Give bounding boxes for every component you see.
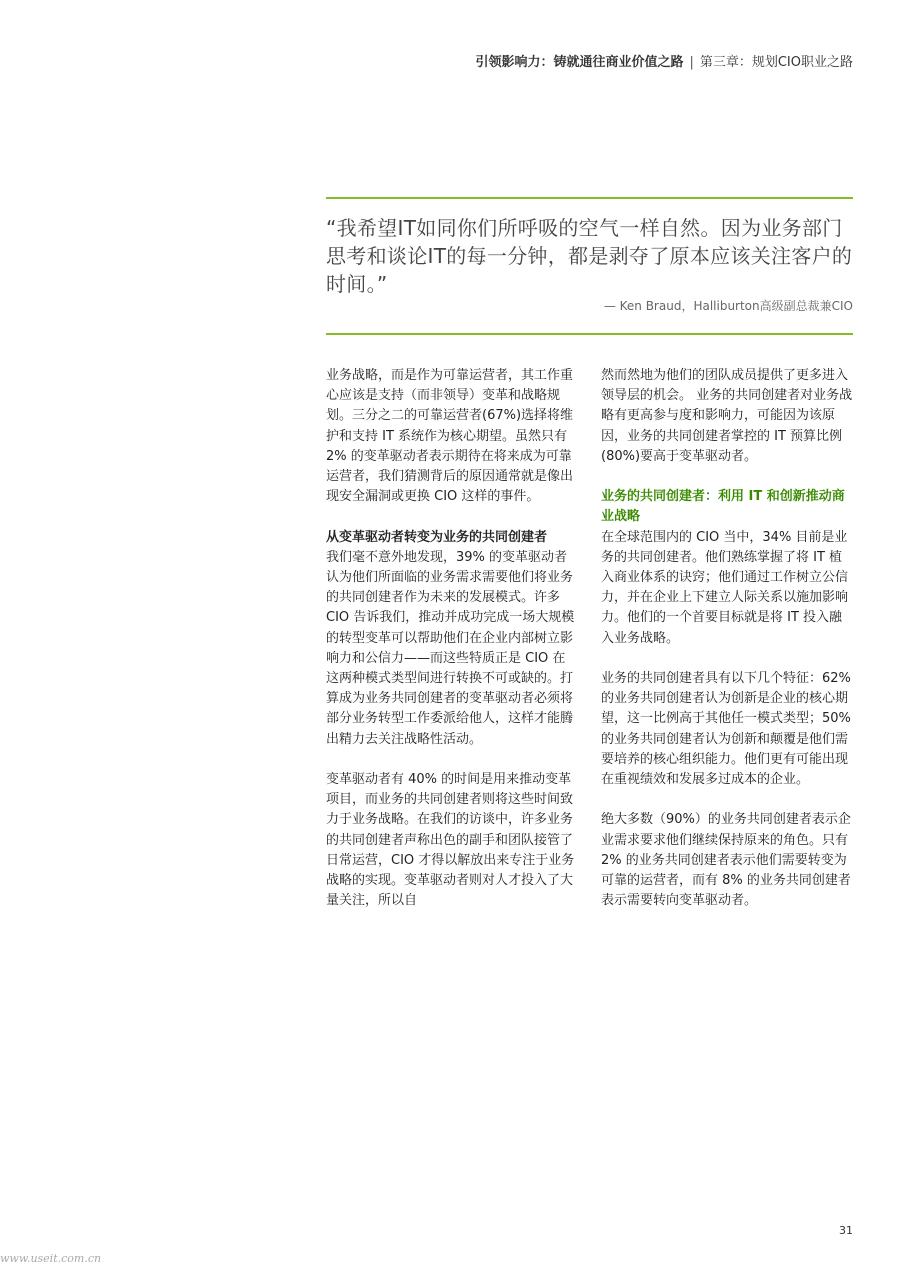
watermark: www.useit.com.cn — [0, 1252, 102, 1265]
paragraph: 绝大多数（90%）的业务共同创建者表示企业需求要求他们继续保持原来的角色。只有 2% 的业务共同创建者表示他们需要转变为可靠的运营者，而有 8% 的业务共同创建者表示需要转向变革驱动者。 — [601, 812, 851, 909]
paragraph: 业务战略，而是作为可靠运营者，其工作重心应该是支持（而非领导）变革和战略规划。三分之二的可靠运营者(67%)选择将维护和支持 IT 系统作为核心期望。虽然只有 2% 的变革驱动者表示期待在将来成为可靠运营者，我们猜测背后的原因通常就是像出现安全漏洞或更换 CIO 这样的事件。 — [326, 368, 574, 505]
paragraph: 然而然地为他们的团队成员提供了更多进入领导层的机会。 业务的共同创建者对业务战略有更高参与度和影响力，可能因为该原因，业务的共同创建者掌控的 IT 预算比例(80%)要高于变革驱动者。 — [601, 368, 853, 464]
chapter-title: 第三章：规划CIO职业之路 — [699, 55, 853, 70]
section — [326, 528, 578, 750]
header-separator: | — [689, 55, 694, 70]
quote-top-rule — [326, 197, 853, 199]
pull-quote: “我希望IT如同你们所呼吸的空气一样自然。因为业务部门思考和谈论IT的每一分钟，都是剥夺了原本应该关注客户的时间。” — [326, 216, 853, 296]
section — [601, 487, 853, 649]
quote-attribution: — Ken Braud，Halliburton高级副总裁兼CIO — [603, 299, 853, 313]
quote-bottom-rule — [326, 333, 853, 335]
paragraph: 业务的共同创建者具有以下几个特征：62% 的业务共同创建者认为创新是企业的核心期望，这一比例高于其他任一模式类型；50% 的业务共同创建者认为创新和颠覆是他们需要培养的核心组织能力。他们更有可能出现在重视绩效和发展多过成本的企业。 — [601, 671, 851, 788]
right-column — [601, 366, 853, 932]
paragraph: 变革驱动者有 40% 的时间是用来推动变革项目，而业务的共同创建者则将这些时间致力于业务战略。在我们的访谈中，许多业务的共同创建者声称出色的副手和团队接管了日常运营，CIO 才得以解放出来专注于业务战略的实现。变革驱动者则对人才投入了大量关注，所以自 — [326, 772, 575, 909]
page-number: 31 — [839, 1224, 853, 1237]
section-heading: 业务的共同创建者：利用 IT 和创新推动商业战略 — [601, 489, 845, 525]
book-title: 引领影响力：铸就通往商业价值之路 — [475, 55, 684, 70]
running-header — [475, 51, 853, 70]
section-heading: 从变革驱动者转变为业务的共同创建者 — [326, 529, 548, 545]
paragraph: 在全球范围内的 CIO 当中，34% 目前是业务的共同创建者。他们熟练掌握了将 IT 植入商业体系的诀窍；他们通过工作树立公信力，并在企业上下建立人际关系以施加影响力。他们的一个首要目标就是将 IT 投入融入业务战略。 — [601, 529, 849, 646]
paragraph: 我们毫不意外地发现，39% 的变革驱动者认为他们所面临的业务需求需要他们将业务的共同创建者作为未来的发展模式。许多 CIO 告诉我们，推动并成功完成一场大规模的转型变革可以帮助他们在企业内部树立影响力和公信力——而这些特质正是 CIO 在这两种模式类型间进行转换不可或缺的。打算成为业务共同创建者的变革驱动者必须将部分业务转型工作委派给他人，这样才能腾出精力去关注战略性活动。 — [326, 549, 575, 747]
left-column — [326, 366, 578, 932]
